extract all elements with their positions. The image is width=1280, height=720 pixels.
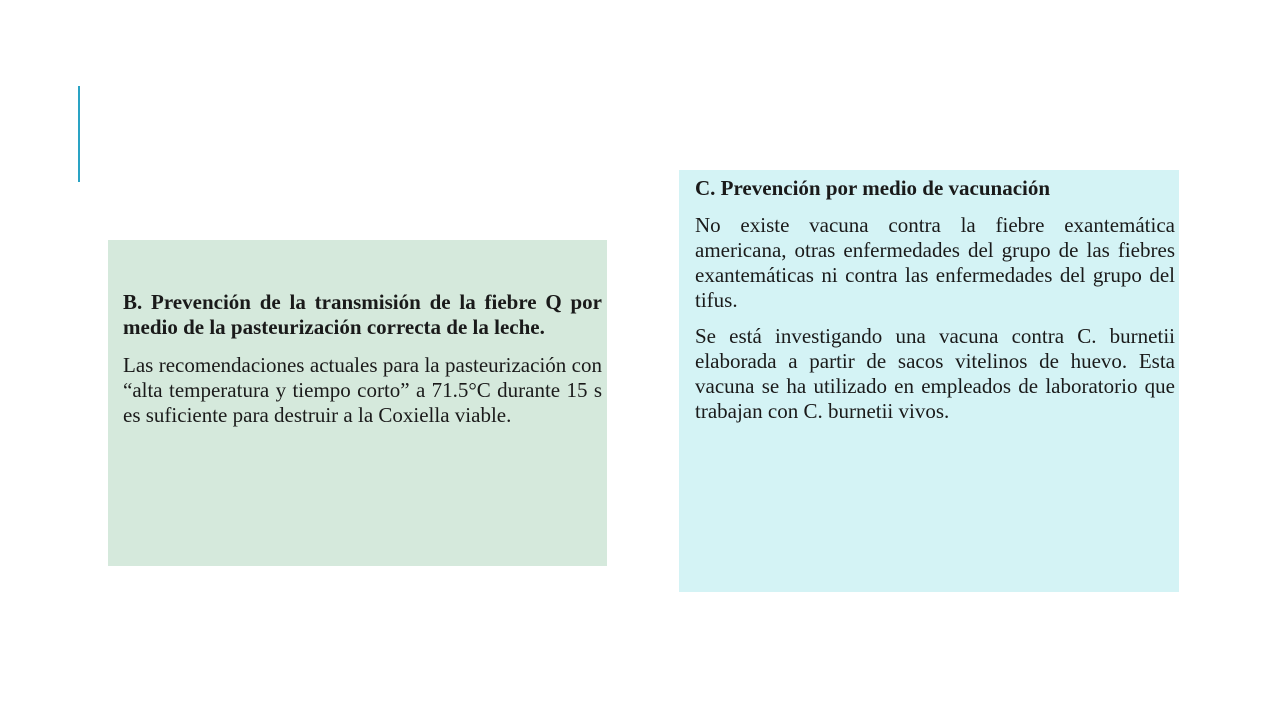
vaccination-heading: C. Prevención por medio de vacunación [695,176,1051,200]
pasteurization-section [108,240,607,566]
vaccination-paragraph-2: Se está investigando una vacuna contra C. burnetii elaborada a partir de sacos vitelinos de huevo. Esta vacuna se ha utilizado en empleados de laboratorio que trabajan con C. burnetii vivos. [695,324,1175,423]
vaccination-section [679,170,1179,592]
title-accent-bar [78,86,80,182]
pasteurization-heading: B. Prevención de la transmisión de la fiebre Q por medio de la pasteurización correcta de la leche. [123,290,602,339]
vaccination-paragraph-1: No existe vacuna contra la fiebre exantemática americana, otras enfermedades del grupo de las fiebres exantemáticas ni contra las enfermedades del grupo del tifus. [695,213,1175,312]
pasteurization-paragraph: Las recomendaciones actuales para la pasteurización con “alta temperatura y tiempo corto” a 71.5°C durante 15 s es suficiente para destruir a la Coxiella viable. [123,353,602,427]
